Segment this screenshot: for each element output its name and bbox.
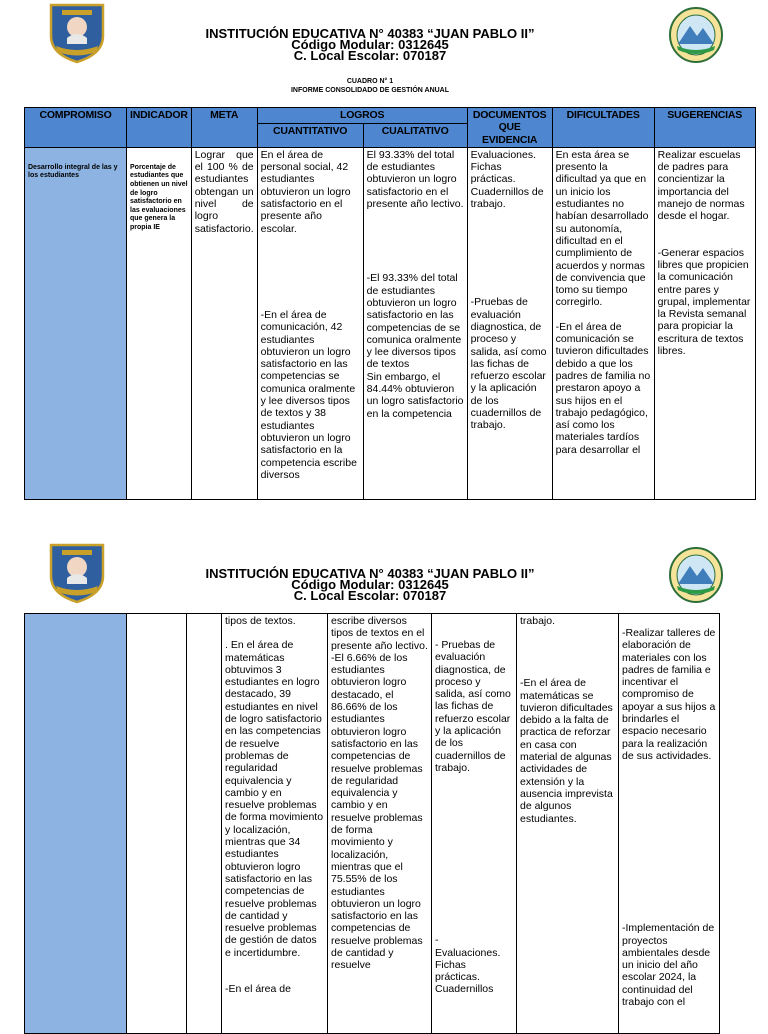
- cuantitativo-text-2: -En el área de comunicación, 42 estudiantes obtuvieron un logro satisfactorio en las competencias se comunica oralmente y lee diversos tipos de textos y 38 estudiantes obtuvieron un logro satisfactorio en la competencia escribe diversos: [260, 308, 357, 481]
- dificultades-text-1: En esta área se presento la dificultad ya que en un inicio los estudiantes no habían desarrollado su autonomía, dificultad en el cumplimiento de acuerdos y normas de convivencia que tomo su tiempo corregirlo.: [555, 148, 649, 309]
- cualitativo-text-3: Sin embargo, el 84.44% obtuvieron un logro satisfactorio en la competencia: [366, 370, 464, 420]
- col-dificultades: DIFICULTADES: [552, 108, 654, 148]
- table-row: [25, 614, 720, 1034]
- table-row: [25, 147, 756, 499]
- documentos-text-3: Evaluaciones. Fichas prácticas. Cuadernillos: [435, 946, 501, 996]
- documentos-text-2: -: [435, 934, 439, 947]
- cuantitativo-text-2: . En el área de matemáticas obtuvimos 3 estudiantes en logro destacado, 39 estudiantes en nivel de logro satisfactorio en las competencias de resuelve problemas de regularidad equivalencia y cambio y en resuelve problemas de forma movimiento y localización, mientras que 34 estudiantes obtuvieron logro satisfactorio en las competencias de resuelve problemas de cantidad y resuelve problemas de gestión de datos e incertidumbre.: [225, 639, 324, 959]
- indicador-cell: Porcentaje de estudiantes que obtienen un nivel de logro satisfactorio en las evaluaciones que genera la propia IE: [130, 163, 188, 232]
- ugel-seal-logo: [668, 6, 724, 64]
- indicador-cell: [127, 614, 187, 1034]
- meta-cell: Lograr que el 100 % de estudiantes obtengan un nivel de logro satisfactorio.: [194, 148, 254, 235]
- documentos-text-2: -Pruebas de evaluación diagnostica, de proceso y salida, así como las fichas de refuerzo escolar y la aplicación de los cuadernillos de trabajo.: [470, 296, 547, 432]
- document-page-1: [0, 0, 768, 500]
- ugel-seal-logo: [668, 546, 724, 604]
- caption-title: INFORME CONSOLIDADO DE GESTIÓN ANUAL: [290, 87, 450, 94]
- sugerencias-text-2: -Implementación de proyectos ambientales desde un inicio del año escolar 2024, la continuidad del trabajo con el: [622, 922, 715, 1009]
- col-logros: LOGROS: [257, 108, 467, 124]
- sugerencias-text-1: -Realizar talleres de elaboración de materiales con los padres de familia e incentivar el compromiso de apoyar a sus hijos a brindarles el espacio necesario para la realización de sus actividades.: [622, 627, 716, 762]
- management-report-table: [24, 107, 756, 500]
- caption-number: CUADRO N° 1: [346, 78, 394, 85]
- document-page-2: [0, 540, 768, 1024]
- modular-code: Código Modular: 0312645: [291, 577, 449, 592]
- dificultades-text-2: -En el área de matemáticas se tuvieron dificultades debido a la falta de practica de reforzar en casa con material de algunas actividades de extensión y la ausencia imprevista de algunos estudiantes.: [520, 677, 613, 825]
- sugerencias-text-1: Realizar escuelas de padres para concientizar la importancia del manejo de normas desde el hogar.: [657, 148, 745, 223]
- dificultades-text-2: -En el área de comunicación se tuvieron dificultades debido a que los padres de familia no prestaron apoyo a sus hijos en el trabajo pedagógico, así como los materiales tardíos para desarrollar el: [555, 320, 651, 456]
- compromiso-cell: Desarrollo integral de las y los estudiantes: [28, 163, 118, 180]
- cuantitativo-text-3: -En el área de: [225, 983, 291, 996]
- table-caption: [130, 77, 610, 95]
- cuantitativo-text-1: En el área de personal social, 42 estudiantes obtuvieron un logro satisfactorio en el presente año escolar.: [260, 148, 351, 235]
- school-crest-logo: [48, 542, 106, 604]
- document-header: [130, 28, 610, 61]
- cualitativo-text-2: -El 93.33% del total de estudiantes obtuvieron un logro satisfactorio en las competencias de se comunica oralmente y lee diversos tipos de textos: [366, 272, 462, 371]
- document-header: [130, 568, 610, 601]
- meta-cell: [187, 614, 222, 1034]
- documentos-text-1: Evaluaciones. Fichas prácticas. Cuadernillos de trabajo.: [470, 148, 544, 211]
- documentos-text-1: - Pruebas de evaluación diagnostica, de proceso y salida, así como las fichas de refuerzo escolar y la aplicación de los cuadernillos de trabajo.: [435, 639, 511, 774]
- cuantitativo-text-1: tipos de textos.: [225, 615, 296, 627]
- institution-name: INSTITUCIÓN EDUCATIVA N° 40383 “JUAN PABLO II”: [205, 566, 535, 581]
- col-compromiso: COMPROMISO: [25, 108, 127, 148]
- cualitativo-text-2: -El 6.66% de los estudiantes obtuvieron logro destacado, el 86.66% de los estudiantes obtuvieron logro satisfactorio en las competencias de resuelve problemas de regularidad equivalencia y cambio y en resuelve problemas de forma movimiento y localización, mientras que el 75.55% de los estudiantes obtuvieron un logro satisfactorio en las competencias de resuelve problemas de cantidad y resuelve: [331, 651, 423, 972]
- col-cualitativo: CUALITATIVO: [363, 123, 467, 147]
- sugerencias-text-2: -Generar espacios libres que propicien la comunicación entre pares y grupal, implementar la Revista semanal para propiciar la escritura de textos libres.: [657, 246, 751, 358]
- col-indicador: INDICADOR: [127, 108, 192, 148]
- cualitativo-text-1: El 93.33% del total de estudiantes obtuvieron un logro satisfactorio en el presente año lectivo.: [366, 148, 464, 211]
- dificultades-text-1: trabajo.: [520, 615, 556, 627]
- col-cuantitativo: CUANTITATIVO: [257, 123, 363, 147]
- local-code: C. Local Escolar: 070187: [293, 588, 447, 603]
- col-meta: META: [191, 108, 257, 148]
- col-sugerencias: SUGERENCIAS: [654, 108, 755, 148]
- cualitativo-text-1: escribe diversos tipos de textos en el presente año lectivo.: [331, 615, 428, 652]
- col-documentos: DOCUMENTOS QUE EVIDENCIA: [467, 108, 552, 148]
- local-code: C. Local Escolar: 070187: [293, 48, 447, 63]
- institution-name: INSTITUCIÓN EDUCATIVA N° 40383 “JUAN PABLO II”: [205, 26, 535, 41]
- school-crest-logo: [48, 2, 106, 64]
- modular-code: Código Modular: 0312645: [291, 37, 449, 52]
- compromiso-cell: [25, 614, 127, 1034]
- management-report-table-continued: [24, 613, 720, 1034]
